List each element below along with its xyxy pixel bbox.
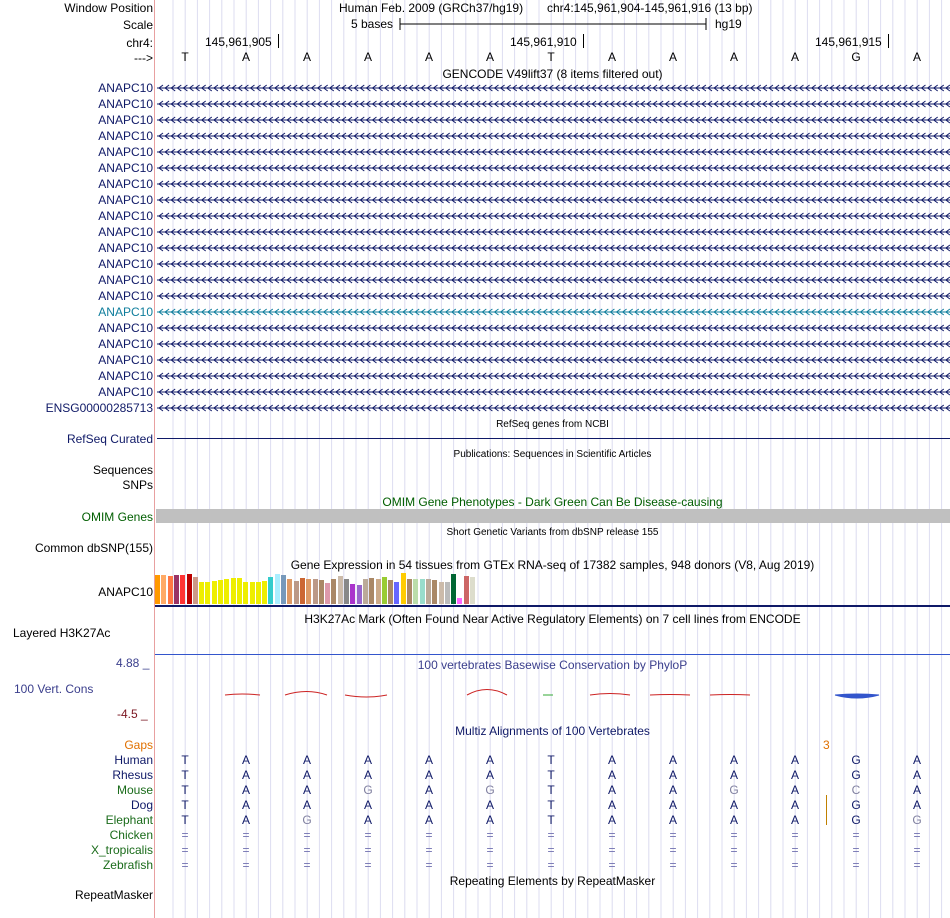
ruler-label-3: 145,961,915 (815, 35, 882, 49)
aligned-base: A (790, 753, 799, 767)
gtex-tissue-bar[interactable] (457, 598, 462, 604)
gencode-transcript-label[interactable]: ANAPC10 (98, 385, 153, 399)
species-label[interactable]: Human (114, 753, 153, 767)
aligned-base: A (485, 813, 494, 827)
gtex-tissue-bar[interactable] (212, 581, 217, 604)
aligned-base: A (607, 813, 616, 827)
aligned-base: A (241, 813, 250, 827)
aligned-base: = (913, 828, 921, 842)
aligned-base: A (363, 768, 372, 782)
aligned-base: A (424, 783, 433, 797)
aligned-base: = (669, 858, 677, 872)
gtex-tissue-bar[interactable] (250, 582, 255, 604)
aligned-base: = (913, 843, 921, 857)
scale-bar (398, 16, 710, 32)
gtex-tissue-bar[interactable] (357, 585, 362, 604)
aligned-base: A (790, 813, 799, 827)
aligned-base: = (852, 828, 860, 842)
aligned-base: G (729, 783, 739, 797)
aligned-base: = (669, 828, 677, 842)
aligned-base: = (730, 843, 738, 857)
aligned-base: G (851, 813, 861, 827)
aligned-base: A (363, 798, 372, 812)
aligned-base: = (791, 858, 799, 872)
omim-track-title: OMIM Gene Phenotypes - Dark Green Can Be Disease-causing (382, 495, 723, 509)
aligned-base: = (913, 858, 921, 872)
gtex-tissue-bar[interactable] (413, 579, 418, 604)
gtex-tissue-bar[interactable] (319, 580, 324, 604)
gencode-transcript-label[interactable]: ANAPC10 (98, 113, 153, 127)
refseq-track-label[interactable]: RefSeq Curated (66, 432, 153, 446)
gencode-transcript-label[interactable]: ANAPC10 (98, 161, 153, 175)
gtex-tissue-bar[interactable] (237, 578, 242, 604)
reference-sequence (0, 50, 950, 64)
phylop-track-title: 100 vertebrates Basewise Conservation by PhyloP (417, 658, 688, 672)
gtex-tissue-bar[interactable] (243, 582, 248, 604)
gencode-transcript-line[interactable] (155, 225, 950, 239)
ruler-label-2: 145,961,910 (510, 35, 577, 49)
dbsnp-track-label[interactable]: Common dbSNP(155) (34, 541, 153, 555)
ref-base: A (912, 50, 921, 64)
aligned-base: G (912, 813, 922, 827)
gtex-tissue-bar[interactable] (187, 574, 192, 604)
gencode-transcript-line[interactable] (155, 177, 950, 191)
gtex-tissue-bar[interactable] (426, 579, 431, 604)
aligned-base: = (852, 843, 860, 857)
aligned-base: G (363, 783, 373, 797)
species-label[interactable]: Zebrafish (102, 858, 153, 872)
aligned-base: T (181, 813, 189, 827)
gtex-tissue-bar[interactable] (331, 579, 336, 604)
h3k27ac-baseline (155, 654, 950, 655)
aligned-base: = (364, 843, 372, 857)
aligned-base: A (241, 753, 250, 767)
aligned-base: = (547, 858, 555, 872)
ref-base: A (668, 50, 677, 64)
aligned-base: A (424, 753, 433, 767)
aligned-base: G (851, 753, 861, 767)
aligned-base: = (181, 828, 189, 842)
insertion-marker (826, 795, 827, 825)
gencode-transcript-label[interactable]: ANAPC10 (98, 241, 153, 255)
scale-label: Scale (122, 18, 153, 32)
aligned-base: = (547, 828, 555, 842)
assembly-name: Human Feb. 2009 (GRCh37/hg19) (339, 1, 524, 15)
refseq-track-title: RefSeq genes from NCBI (496, 419, 609, 430)
aligned-base: A (241, 783, 250, 797)
gtex-tissue-bar[interactable] (344, 579, 349, 604)
aligned-base: A (912, 783, 921, 797)
repeatmasker-track-label[interactable]: RepeatMasker (74, 888, 153, 902)
gtex-tissue-bar[interactable] (470, 577, 475, 604)
gencode-transcript-label[interactable]: ANAPC10 (98, 257, 153, 271)
ref-base: G (851, 50, 861, 64)
strand-label: ---> (134, 51, 153, 65)
gtex-tissue-bar[interactable] (401, 573, 406, 604)
aligned-base: T (547, 813, 555, 827)
aligned-base: A (241, 768, 250, 782)
gencode-transcript-line[interactable] (155, 81, 950, 95)
gencode-transcript-label[interactable]: ANAPC10 (98, 81, 153, 95)
species-label[interactable]: Chicken (109, 828, 153, 842)
ref-base: T (181, 50, 189, 64)
aligned-base: T (181, 768, 189, 782)
aligned-base: A (912, 768, 921, 782)
gtex-tissue-bar[interactable] (155, 575, 160, 604)
species-label[interactable]: Mouse (116, 783, 153, 797)
gtex-bar-chart[interactable] (155, 573, 535, 604)
gtex-gene-line (155, 605, 950, 607)
gtex-tissue-bar[interactable] (193, 577, 198, 604)
aligned-base: T (181, 783, 189, 797)
gtex-tissue-bar[interactable] (350, 584, 355, 604)
aligned-base: T (547, 768, 555, 782)
gtex-tissue-bar[interactable] (180, 575, 185, 604)
repeatmasker-track-title: Repeating Elements by RepeatMasker (449, 874, 656, 888)
gtex-tissue-bar[interactable] (420, 579, 425, 604)
gtex-tissue-bar[interactable] (161, 575, 166, 604)
gtex-tissue-bar[interactable] (174, 575, 179, 604)
aligned-base: = (669, 843, 677, 857)
aligned-base: A (363, 753, 372, 767)
gtex-tissue-bar[interactable] (439, 582, 444, 604)
gencode-transcript-label[interactable]: ANAPC10 (98, 209, 153, 223)
gtex-tissue-bar[interactable] (231, 578, 236, 604)
gencode-track-title: GENCODE V49lift37 (8 items filtered out) (442, 67, 663, 81)
gtex-tissue-bar[interactable] (451, 574, 456, 604)
publications-track-title: Publications: Sequences in Scientific Articles (453, 449, 652, 460)
gtex-tissue-bar[interactable] (256, 582, 261, 604)
aligned-base: = (364, 858, 372, 872)
aligned-base: = (486, 858, 494, 872)
gtex-track-label[interactable]: ANAPC10 (98, 585, 153, 599)
scale-db: hg19 (715, 17, 742, 31)
aligned-base: = (425, 843, 433, 857)
aligned-base: T (547, 783, 555, 797)
aligned-base: A (668, 753, 677, 767)
aligned-base: A (302, 768, 311, 782)
gtex-tissue-bar[interactable] (262, 581, 267, 604)
gtex-track-title: Gene Expression in 54 tissues from GTEx RNA-seq of 17382 samples, 948 donors (V8, Aug 2019) (290, 558, 815, 572)
dbsnp-track-title: Short Genetic Variants from dbSNP release 155 (446, 527, 659, 538)
gtex-tissue-bar[interactable] (388, 580, 393, 604)
gtex-tissue-bar[interactable] (407, 579, 412, 604)
aligned-base: = (303, 828, 311, 842)
gencode-transcript-label[interactable]: ANAPC10 (98, 369, 153, 383)
aligned-base: A (302, 753, 311, 767)
gtex-tissue-bar[interactable] (432, 580, 437, 604)
ref-base: A (241, 50, 250, 64)
gencode-transcript-label[interactable]: ANAPC10 (98, 145, 153, 159)
ruler-tick-2 (583, 34, 584, 48)
gtex-tissue-bar[interactable] (281, 575, 286, 604)
aligned-base: A (485, 768, 494, 782)
gencode-transcript-line[interactable] (155, 273, 950, 287)
aligned-base: A (668, 798, 677, 812)
position-text[interactable]: chr4:145,961,904-145,961,916 (13 bp) (547, 1, 753, 15)
aligned-base: = (303, 843, 311, 857)
ref-base: A (424, 50, 433, 64)
gencode-transcript-line[interactable] (155, 353, 950, 367)
species-label[interactable]: Rhesus (112, 768, 153, 782)
aligned-base: A (485, 753, 494, 767)
aligned-base: = (242, 828, 250, 842)
refseq-gene-line[interactable] (157, 438, 950, 439)
gencode-transcript-line[interactable] (155, 385, 950, 399)
aligned-base: = (608, 843, 616, 857)
omim-feature-bar[interactable] (156, 509, 950, 523)
aligned-base: = (242, 843, 250, 857)
aligned-base: C (851, 783, 861, 797)
aligned-base: = (242, 858, 250, 872)
gencode-transcript-line[interactable] (155, 321, 950, 335)
species-label[interactable]: X_tropicalis (90, 843, 153, 857)
gtex-tissue-bar[interactable] (445, 582, 450, 604)
gtex-tissue-bar[interactable] (205, 582, 210, 604)
gtex-tissue-bar[interactable] (369, 578, 374, 604)
aligned-base: A (607, 768, 616, 782)
aligned-base: = (364, 828, 372, 842)
aligned-base: G (485, 783, 495, 797)
gencode-transcript-line[interactable] (155, 209, 950, 223)
aligned-base: = (181, 843, 189, 857)
omim-track-label[interactable]: OMIM Genes (81, 510, 153, 524)
gtex-tissue-bar[interactable] (306, 579, 311, 604)
h3k27ac-track-title: H3K27Ac Mark (Often Found Near Active Regulatory Elements) on 7 cell lines from ENCODE (304, 612, 801, 626)
aligned-base: A (607, 783, 616, 797)
gencode-transcript-line[interactable] (155, 257, 950, 271)
aligned-base: A (363, 813, 372, 827)
gencode-transcript-label[interactable]: ANAPC10 (98, 305, 153, 319)
species-label[interactable]: Elephant (105, 813, 153, 827)
gencode-transcript-line[interactable] (155, 401, 950, 415)
phylop-track-label[interactable]: 100 Vert. Cons (14, 682, 94, 696)
aligned-base: A (668, 768, 677, 782)
ref-base: A (302, 50, 311, 64)
gencode-transcript-line[interactable] (155, 337, 950, 351)
gtex-tissue-bar[interactable] (300, 578, 305, 604)
aligned-base: = (425, 828, 433, 842)
aligned-base: = (486, 828, 494, 842)
gencode-transcript-line[interactable] (155, 241, 950, 255)
ref-base: A (729, 50, 738, 64)
ref-base: A (363, 50, 372, 64)
gencode-transcript-line[interactable] (155, 305, 950, 319)
aligned-base: A (729, 813, 738, 827)
gtex-tissue-bar[interactable] (275, 574, 280, 604)
aligned-base: G (851, 768, 861, 782)
aligned-base: = (608, 828, 616, 842)
aligned-base: A (729, 753, 738, 767)
aligned-base: A (790, 783, 799, 797)
gtex-tissue-bar[interactable] (394, 582, 399, 604)
gencode-transcript-label[interactable]: ANAPC10 (98, 177, 153, 191)
aligned-base: G (851, 798, 861, 812)
ref-base: A (790, 50, 799, 64)
gencode-transcript-label[interactable]: ANAPC10 (98, 353, 153, 367)
gtex-tissue-bar[interactable] (199, 582, 204, 604)
aligned-base: = (791, 843, 799, 857)
aligned-base: = (425, 858, 433, 872)
aligned-base: = (486, 843, 494, 857)
ref-base: A (485, 50, 494, 64)
gtex-tissue-bar[interactable] (287, 579, 292, 604)
gtex-tissue-bar[interactable] (363, 579, 368, 604)
aligned-base: A (241, 798, 250, 812)
gencode-transcript-label[interactable]: ANAPC10 (98, 193, 153, 207)
gtex-tissue-bar[interactable] (313, 579, 318, 604)
phylop-ymin: -4.5 _ (117, 707, 148, 721)
gencode-transcript-label[interactable]: ANAPC10 (98, 225, 153, 239)
aligned-base: A (790, 768, 799, 782)
gencode-transcript-label[interactable]: ANAPC10 (98, 289, 153, 303)
gtex-tissue-bar[interactable] (268, 577, 273, 604)
aligned-base: = (608, 858, 616, 872)
gtex-tissue-bar[interactable] (464, 576, 469, 604)
gtex-tissue-bar[interactable] (338, 576, 343, 604)
gencode-transcript-label[interactable]: ANAPC10 (98, 129, 153, 143)
scale-text: 5 bases (351, 17, 394, 31)
ruler-tick-1 (278, 34, 279, 48)
aligned-base: A (668, 783, 677, 797)
aligned-base: T (547, 753, 555, 767)
phylop-ymax: 4.88 _ (116, 656, 150, 670)
aligned-base: A (729, 798, 738, 812)
multiz-track-title: Multiz Alignments of 100 Vertebrates (455, 724, 650, 738)
aligned-base: T (181, 798, 189, 812)
gap-count: 3 (823, 738, 830, 752)
aligned-base: A (912, 753, 921, 767)
aligned-base: T (181, 753, 189, 767)
aligned-base: A (790, 798, 799, 812)
species-label[interactable]: Dog (130, 798, 153, 812)
gencode-transcript-label[interactable]: ANAPC10 (98, 97, 153, 111)
gencode-transcript-label[interactable]: ENSG00000285713 (45, 401, 153, 415)
h3k27ac-track-label[interactable]: Layered H3K27Ac (13, 626, 111, 640)
gencode-transcript-line[interactable] (155, 289, 950, 303)
gaps-label: Gaps (124, 738, 153, 752)
gtex-tissue-bar[interactable] (168, 576, 173, 604)
gtex-tissue-bar[interactable] (325, 583, 330, 604)
snps-track-label[interactable]: SNPs (122, 478, 153, 492)
gencode-transcript-line[interactable] (155, 369, 950, 383)
aligned-base: A (302, 783, 311, 797)
gtex-tissue-bar[interactable] (294, 581, 299, 604)
aligned-base: = (852, 858, 860, 872)
ref-base: T (547, 50, 555, 64)
aligned-base: A (668, 813, 677, 827)
aligned-base: A (424, 768, 433, 782)
aligned-base: A (302, 798, 311, 812)
aligned-base: A (485, 798, 494, 812)
gencode-transcript-line[interactable] (155, 113, 950, 127)
aligned-base: = (303, 858, 311, 872)
gtex-tissue-bar[interactable] (376, 579, 381, 604)
gtex-tissue-bar[interactable] (382, 577, 387, 604)
gencode-transcript-line[interactable] (155, 145, 950, 159)
aligned-base: A (912, 798, 921, 812)
gencode-transcript-line[interactable] (155, 193, 950, 207)
aligned-base: = (791, 828, 799, 842)
aligned-base: = (730, 858, 738, 872)
aligned-base: = (181, 858, 189, 872)
gencode-transcript-line[interactable] (155, 161, 950, 175)
ruler-label-1: 145,961,905 (205, 35, 272, 49)
aligned-base: A (607, 798, 616, 812)
window-position-label: Window Position (64, 1, 153, 15)
gencode-transcript-label[interactable]: ANAPC10 (98, 337, 153, 351)
aligned-base: G (302, 813, 312, 827)
publications-track-label[interactable]: Sequences (92, 463, 153, 477)
aligned-base: = (730, 828, 738, 842)
phylop-wiggle[interactable] (155, 680, 950, 710)
gencode-transcript-label[interactable]: ANAPC10 (98, 273, 153, 287)
gencode-transcript-line[interactable] (155, 129, 950, 143)
aligned-base: A (607, 753, 616, 767)
gencode-transcript-label[interactable]: ANAPC10 (98, 321, 153, 335)
aligned-base: A (424, 798, 433, 812)
gencode-transcript-line[interactable] (155, 97, 950, 111)
aligned-base: A (729, 768, 738, 782)
gtex-tissue-bar[interactable] (218, 580, 223, 604)
aligned-base: = (547, 843, 555, 857)
aligned-base: T (547, 798, 555, 812)
chrom-label: chr4: (126, 36, 153, 50)
ruler-tick-3 (888, 34, 889, 48)
ref-base: A (607, 50, 616, 64)
gtex-tissue-bar[interactable] (224, 579, 229, 604)
aligned-base: A (424, 813, 433, 827)
